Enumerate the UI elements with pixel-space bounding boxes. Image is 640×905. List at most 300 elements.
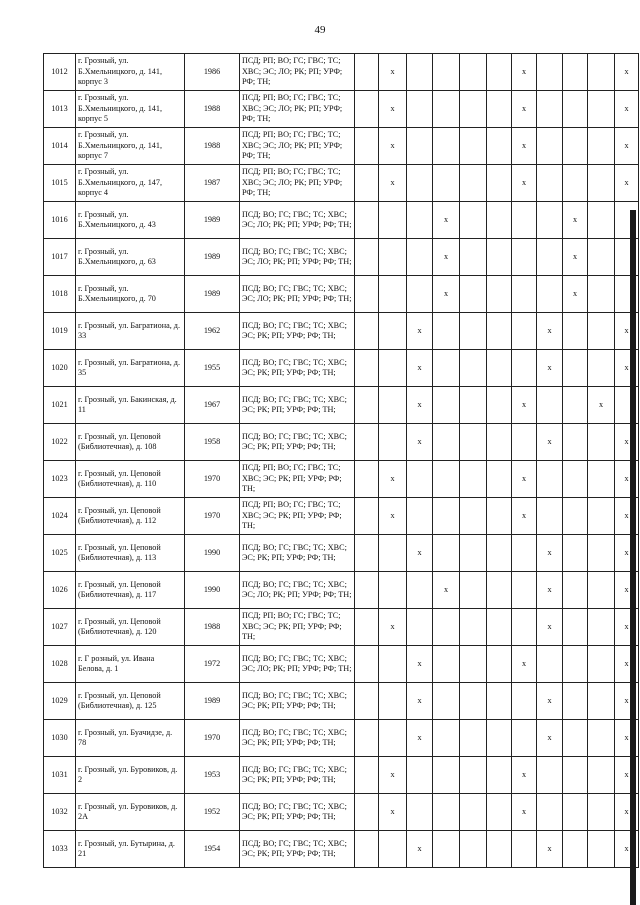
row-mark-cell bbox=[563, 54, 588, 91]
row-year: 1989 bbox=[185, 683, 240, 720]
row-year: 1970 bbox=[185, 498, 240, 535]
row-mark-cell bbox=[355, 128, 379, 165]
row-mark-cell bbox=[355, 276, 379, 313]
row-mark-cell bbox=[588, 683, 615, 720]
row-mark-cell bbox=[512, 831, 537, 868]
row-number: 1030 bbox=[44, 720, 76, 757]
row-mark-cell: x bbox=[407, 424, 433, 461]
row-mark-cell: x bbox=[433, 276, 460, 313]
row-year: 1989 bbox=[185, 202, 240, 239]
row-year: 1989 bbox=[185, 276, 240, 313]
row-mark-cell: x bbox=[512, 646, 537, 683]
row-mark-cell bbox=[460, 239, 487, 276]
row-mark-cell bbox=[512, 239, 537, 276]
row-mark-cell bbox=[460, 720, 487, 757]
row-systems: ПСД; ВО; ГС; ГВС; ТС; ХВС; ЭС; ЛО; РК; РП; УРФ; РФ; ТН; bbox=[240, 646, 355, 683]
table-row bbox=[44, 276, 639, 313]
row-mark-cell bbox=[512, 572, 537, 609]
row-mark-cell: x bbox=[615, 461, 639, 498]
row-mark-cell bbox=[588, 609, 615, 646]
table-row bbox=[44, 720, 639, 757]
row-mark-cell: x bbox=[379, 54, 407, 91]
row-mark-cell bbox=[433, 54, 460, 91]
row-systems: ПСД; РП; ВО; ГС; ГВС; ТС; ХВС; ЭС; ЛО; РК; РП; УРФ; РФ; ТН; bbox=[240, 128, 355, 165]
row-mark-cell bbox=[537, 91, 563, 128]
row-mark-cell bbox=[487, 461, 512, 498]
row-mark-cell: x bbox=[563, 276, 588, 313]
row-year: 1967 bbox=[185, 387, 240, 424]
row-mark-cell: x bbox=[379, 609, 407, 646]
row-mark-cell bbox=[379, 572, 407, 609]
row-mark-cell bbox=[537, 461, 563, 498]
row-mark-cell bbox=[460, 54, 487, 91]
row-mark-cell bbox=[355, 313, 379, 350]
row-mark-cell bbox=[563, 757, 588, 794]
row-year: 1988 bbox=[185, 91, 240, 128]
table-row bbox=[44, 239, 639, 276]
row-mark-cell: x bbox=[379, 498, 407, 535]
row-mark-cell bbox=[460, 498, 487, 535]
row-mark-cell bbox=[487, 757, 512, 794]
row-mark-cell bbox=[355, 831, 379, 868]
row-mark-cell bbox=[487, 683, 512, 720]
row-mark-cell: x bbox=[379, 91, 407, 128]
row-mark-cell bbox=[460, 535, 487, 572]
row-systems: ПСД; ВО; ГС; ГВС; ТС; ХВС; ЭС; РК; РП; УРФ; РФ; ТН; bbox=[240, 535, 355, 572]
row-address: г. Грозный, ул. Буровиков, д. 2А bbox=[76, 794, 185, 831]
row-number: 1023 bbox=[44, 461, 76, 498]
row-mark-cell bbox=[407, 609, 433, 646]
row-address: г. Грозный, ул. Цеповой (Библиотечная), д. 112 bbox=[76, 498, 185, 535]
row-mark-cell bbox=[379, 720, 407, 757]
row-mark-cell bbox=[407, 461, 433, 498]
row-mark-cell bbox=[460, 350, 487, 387]
table-row bbox=[44, 609, 639, 646]
table-row bbox=[44, 424, 639, 461]
row-mark-cell bbox=[563, 350, 588, 387]
row-mark-cell: x bbox=[433, 572, 460, 609]
row-mark-cell bbox=[512, 350, 537, 387]
row-mark-cell bbox=[563, 91, 588, 128]
row-mark-cell bbox=[355, 646, 379, 683]
row-mark-cell bbox=[355, 202, 379, 239]
row-mark-cell bbox=[588, 54, 615, 91]
row-mark-cell: x bbox=[512, 54, 537, 91]
row-address: г. Грозный, ул. Цеповой (Библиотечная), д. 117 bbox=[76, 572, 185, 609]
table-row bbox=[44, 831, 639, 868]
row-mark-cell: x bbox=[615, 683, 639, 720]
table-row bbox=[44, 535, 639, 572]
row-mark-cell bbox=[588, 239, 615, 276]
row-mark-cell bbox=[487, 165, 512, 202]
row-mark-cell bbox=[407, 128, 433, 165]
row-mark-cell bbox=[433, 535, 460, 572]
row-mark-cell bbox=[588, 831, 615, 868]
row-address: г. Грозный, ул. Б.Хмельницкого, д. 141, корпус 7 bbox=[76, 128, 185, 165]
row-mark-cell: x bbox=[407, 535, 433, 572]
row-mark-cell bbox=[379, 350, 407, 387]
row-mark-cell bbox=[460, 609, 487, 646]
row-systems: ПСД; ВО; ГС; ГВС; ТС; ХВС; ЭС; РК; РП; УРФ; РФ; ТН; bbox=[240, 350, 355, 387]
row-mark-cell: x bbox=[537, 313, 563, 350]
row-mark-cell bbox=[563, 609, 588, 646]
row-mark-cell bbox=[588, 461, 615, 498]
row-mark-cell bbox=[433, 831, 460, 868]
row-year: 1989 bbox=[185, 239, 240, 276]
row-mark-cell bbox=[487, 54, 512, 91]
row-mark-cell bbox=[537, 202, 563, 239]
row-mark-cell: x bbox=[433, 202, 460, 239]
row-mark-cell bbox=[588, 202, 615, 239]
row-mark-cell bbox=[460, 424, 487, 461]
row-year: 1955 bbox=[185, 350, 240, 387]
row-year: 1990 bbox=[185, 535, 240, 572]
row-mark-cell bbox=[433, 498, 460, 535]
row-mark-cell bbox=[407, 91, 433, 128]
row-systems: ПСД; РП; ВО; ГС; ГВС; ТС; ХВС; ЭС; РК; РП; УРФ; РФ; ТН; bbox=[240, 461, 355, 498]
row-mark-cell bbox=[407, 54, 433, 91]
row-year: 1958 bbox=[185, 424, 240, 461]
row-number: 1020 bbox=[44, 350, 76, 387]
row-systems: ПСД; ВО; ГС; ГВС; ТС; ХВС; ЭС; ЛО; РК; РП; УРФ; РФ; ТН; bbox=[240, 239, 355, 276]
row-mark-cell bbox=[563, 461, 588, 498]
row-address: г. Грозный, ул. Багратиона, д. 35 bbox=[76, 350, 185, 387]
row-mark-cell bbox=[407, 498, 433, 535]
table-row bbox=[44, 350, 639, 387]
row-address: г. Грозный, ул. Цеповой (Библиотечная), д. 125 bbox=[76, 683, 185, 720]
row-mark-cell bbox=[563, 646, 588, 683]
row-systems: ПСД; РП; ВО; ГС; ГВС; ТС; ХВС; ЭС; ЛО; РК; РП; УРФ; РФ; ТН; bbox=[240, 165, 355, 202]
row-mark-cell bbox=[355, 572, 379, 609]
row-mark-cell: x bbox=[407, 683, 433, 720]
row-mark-cell bbox=[487, 498, 512, 535]
row-number: 1013 bbox=[44, 91, 76, 128]
row-mark-cell bbox=[537, 54, 563, 91]
row-mark-cell bbox=[487, 313, 512, 350]
row-address: г. Грозный, ул. Б.Хмельницкого, д. 141, корпус 5 bbox=[76, 91, 185, 128]
row-mark-cell bbox=[407, 239, 433, 276]
row-mark-cell bbox=[512, 720, 537, 757]
row-mark-cell: x bbox=[512, 461, 537, 498]
row-mark-cell bbox=[588, 128, 615, 165]
page-number: 49 bbox=[314, 24, 326, 36]
row-mark-cell: x bbox=[537, 350, 563, 387]
row-mark-cell bbox=[407, 276, 433, 313]
table-row bbox=[44, 313, 639, 350]
row-year: 1988 bbox=[185, 609, 240, 646]
row-mark-cell bbox=[563, 794, 588, 831]
row-mark-cell bbox=[460, 165, 487, 202]
row-mark-cell: x bbox=[537, 424, 563, 461]
row-mark-cell bbox=[487, 424, 512, 461]
row-mark-cell bbox=[588, 572, 615, 609]
row-mark-cell bbox=[379, 424, 407, 461]
row-mark-cell: x bbox=[615, 128, 639, 165]
row-mark-cell bbox=[433, 91, 460, 128]
row-mark-cell: x bbox=[615, 54, 639, 91]
row-mark-cell: x bbox=[407, 720, 433, 757]
row-mark-cell bbox=[355, 387, 379, 424]
row-address: г. Грозный, ул. Цеповой (Библиотечная), д. 110 bbox=[76, 461, 185, 498]
row-mark-cell bbox=[433, 720, 460, 757]
row-mark-cell bbox=[379, 387, 407, 424]
row-mark-cell: x bbox=[615, 572, 639, 609]
row-mark-cell: x bbox=[615, 424, 639, 461]
row-mark-cell: x bbox=[615, 313, 639, 350]
row-mark-cell bbox=[487, 239, 512, 276]
row-mark-cell bbox=[433, 683, 460, 720]
row-systems: ПСД; ВО; ГС; ГВС; ТС; ХВС; ЭС; РК; РП; УРФ; РФ; ТН; bbox=[240, 794, 355, 831]
row-year: 1953 bbox=[185, 757, 240, 794]
row-mark-cell: x bbox=[615, 350, 639, 387]
row-mark-cell: x bbox=[512, 91, 537, 128]
row-mark-cell bbox=[487, 387, 512, 424]
row-mark-cell: x bbox=[379, 757, 407, 794]
row-mark-cell bbox=[487, 350, 512, 387]
row-mark-cell bbox=[379, 646, 407, 683]
row-address: г. Грозный, ул. Цеповой (Библиотечная), д. 113 bbox=[76, 535, 185, 572]
row-mark-cell bbox=[487, 831, 512, 868]
row-systems: ПСД; РП; ВО; ГС; ГВС; ТС; ХВС; ЭС; ЛО; РК; РП; УРФ; РФ; ТН; bbox=[240, 91, 355, 128]
row-mark-cell bbox=[563, 165, 588, 202]
row-mark-cell bbox=[487, 276, 512, 313]
row-systems: ПСД; РП; ВО; ГС; ГВС; ТС; ХВС; ЭС; РК; РП; УРФ; РФ; ТН; bbox=[240, 609, 355, 646]
row-systems: ПСД; ВО; ГС; ГВС; ТС; ХВС; ЭС; ЛО; РК; РП; УРФ; РФ; ТН; bbox=[240, 276, 355, 313]
row-mark-cell bbox=[379, 239, 407, 276]
registry-table bbox=[43, 53, 639, 868]
row-mark-cell bbox=[355, 461, 379, 498]
row-mark-cell bbox=[460, 794, 487, 831]
row-mark-cell bbox=[407, 757, 433, 794]
row-mark-cell bbox=[460, 276, 487, 313]
row-mark-cell bbox=[563, 128, 588, 165]
row-systems: ПСД; РП; ВО; ГС; ГВС; ТС; ХВС; ЭС; РК; РП; УРФ; РФ; ТН; bbox=[240, 498, 355, 535]
row-mark-cell bbox=[512, 276, 537, 313]
row-mark-cell bbox=[563, 387, 588, 424]
row-mark-cell bbox=[379, 535, 407, 572]
row-year: 1987 bbox=[185, 165, 240, 202]
row-mark-cell bbox=[355, 794, 379, 831]
row-mark-cell bbox=[512, 535, 537, 572]
row-mark-cell bbox=[487, 91, 512, 128]
row-number: 1019 bbox=[44, 313, 76, 350]
row-address: г. Г розный, ул. Ивана Белова, д. 1 bbox=[76, 646, 185, 683]
row-year: 1962 bbox=[185, 313, 240, 350]
row-number: 1016 bbox=[44, 202, 76, 239]
row-mark-cell bbox=[460, 202, 487, 239]
row-mark-cell: x bbox=[615, 720, 639, 757]
row-mark-cell bbox=[588, 535, 615, 572]
row-address: г. Грозный, ул. Б.Хмельницкого, д. 43 bbox=[76, 202, 185, 239]
row-mark-cell bbox=[355, 239, 379, 276]
row-mark-cell bbox=[379, 831, 407, 868]
table-row bbox=[44, 202, 639, 239]
row-mark-cell bbox=[460, 646, 487, 683]
row-mark-cell bbox=[433, 350, 460, 387]
row-number: 1017 bbox=[44, 239, 76, 276]
row-mark-cell: x bbox=[537, 572, 563, 609]
row-address: г. Грозный, ул. Бутырина, д. 21 bbox=[76, 831, 185, 868]
row-mark-cell: x bbox=[615, 91, 639, 128]
row-mark-cell bbox=[355, 683, 379, 720]
row-number: 1012 bbox=[44, 54, 76, 91]
row-mark-cell bbox=[563, 535, 588, 572]
row-mark-cell: x bbox=[537, 609, 563, 646]
row-mark-cell bbox=[460, 461, 487, 498]
row-year: 1990 bbox=[185, 572, 240, 609]
row-mark-cell bbox=[588, 757, 615, 794]
row-mark-cell bbox=[588, 91, 615, 128]
row-mark-cell: x bbox=[615, 165, 639, 202]
table-body bbox=[44, 54, 639, 868]
row-mark-cell: x bbox=[563, 202, 588, 239]
row-mark-cell: x bbox=[379, 461, 407, 498]
table-row bbox=[44, 757, 639, 794]
row-mark-cell bbox=[355, 498, 379, 535]
row-mark-cell bbox=[487, 794, 512, 831]
row-mark-cell bbox=[460, 683, 487, 720]
table-row bbox=[44, 387, 639, 424]
row-mark-cell bbox=[512, 424, 537, 461]
row-number: 1024 bbox=[44, 498, 76, 535]
row-mark-cell bbox=[487, 535, 512, 572]
row-mark-cell: x bbox=[407, 350, 433, 387]
row-mark-cell bbox=[379, 313, 407, 350]
row-mark-cell: x bbox=[407, 646, 433, 683]
row-mark-cell bbox=[379, 276, 407, 313]
row-mark-cell bbox=[433, 424, 460, 461]
row-mark-cell bbox=[563, 683, 588, 720]
row-mark-cell: x bbox=[615, 498, 639, 535]
table-row bbox=[44, 572, 639, 609]
table-row bbox=[44, 646, 639, 683]
row-mark-cell bbox=[537, 498, 563, 535]
table-row bbox=[44, 794, 639, 831]
row-mark-cell bbox=[588, 165, 615, 202]
row-mark-cell bbox=[588, 313, 615, 350]
row-systems: ПСД; ВО; ГС; ГВС; ТС; ХВС; ЭС; РК; РП; УРФ; РФ; ТН; bbox=[240, 683, 355, 720]
scan-edge-shadow bbox=[630, 210, 636, 905]
row-mark-cell bbox=[537, 128, 563, 165]
row-mark-cell: x bbox=[407, 387, 433, 424]
row-mark-cell bbox=[433, 757, 460, 794]
row-mark-cell bbox=[537, 646, 563, 683]
row-mark-cell bbox=[355, 535, 379, 572]
row-mark-cell: x bbox=[537, 535, 563, 572]
row-year: 1970 bbox=[185, 720, 240, 757]
row-number: 1021 bbox=[44, 387, 76, 424]
row-mark-cell bbox=[407, 202, 433, 239]
row-mark-cell: x bbox=[537, 831, 563, 868]
row-mark-cell bbox=[487, 572, 512, 609]
row-mark-cell: x bbox=[512, 165, 537, 202]
row-mark-cell bbox=[433, 128, 460, 165]
row-mark-cell bbox=[563, 313, 588, 350]
row-mark-cell bbox=[588, 498, 615, 535]
row-mark-cell bbox=[563, 720, 588, 757]
row-systems: ПСД; ВО; ГС; ГВС; ТС; ХВС; ЭС; РК; РП; УРФ; РФ; ТН; bbox=[240, 424, 355, 461]
row-number: 1025 bbox=[44, 535, 76, 572]
row-number: 1018 bbox=[44, 276, 76, 313]
row-mark-cell bbox=[512, 683, 537, 720]
row-mark-cell bbox=[433, 794, 460, 831]
row-address: г. Грозный, ул. Цеповой (Библиотечная), д. 120 bbox=[76, 609, 185, 646]
row-mark-cell bbox=[537, 276, 563, 313]
row-mark-cell: x bbox=[407, 831, 433, 868]
row-address: г. Грозный, ул. Б.Хмельницкого, д. 147, корпус 4 bbox=[76, 165, 185, 202]
row-number: 1027 bbox=[44, 609, 76, 646]
row-mark-cell bbox=[563, 498, 588, 535]
row-mark-cell bbox=[487, 646, 512, 683]
row-mark-cell: x bbox=[537, 720, 563, 757]
row-number: 1026 bbox=[44, 572, 76, 609]
row-systems: ПСД; ВО; ГС; ГВС; ТС; ХВС; ЭС; ЛО; РК; РП; УРФ; РФ; ТН; bbox=[240, 572, 355, 609]
row-year: 1986 bbox=[185, 54, 240, 91]
row-address: г. Грозный, ул. Буровиков, д. 2 bbox=[76, 757, 185, 794]
row-mark-cell: x bbox=[512, 794, 537, 831]
row-mark-cell: x bbox=[379, 165, 407, 202]
row-mark-cell bbox=[537, 387, 563, 424]
row-mark-cell bbox=[460, 831, 487, 868]
row-mark-cell bbox=[537, 165, 563, 202]
row-number: 1028 bbox=[44, 646, 76, 683]
row-mark-cell bbox=[487, 128, 512, 165]
row-mark-cell bbox=[487, 202, 512, 239]
row-mark-cell: x bbox=[433, 239, 460, 276]
table-row bbox=[44, 165, 639, 202]
row-systems: ПСД; ВО; ГС; ГВС; ТС; ХВС; ЭС; РК; РП; УРФ; РФ; ТН; bbox=[240, 757, 355, 794]
row-mark-cell: x bbox=[379, 128, 407, 165]
table-row bbox=[44, 91, 639, 128]
row-mark-cell bbox=[588, 276, 615, 313]
row-systems: ПСД; РП; ВО; ГС; ГВС; ТС; ХВС; ЭС; ЛО; РК; РП; УРФ; РФ; ТН; bbox=[240, 54, 355, 91]
row-mark-cell: x bbox=[615, 646, 639, 683]
row-mark-cell bbox=[460, 572, 487, 609]
row-mark-cell bbox=[460, 757, 487, 794]
row-number: 1015 bbox=[44, 165, 76, 202]
row-year: 1972 bbox=[185, 646, 240, 683]
row-year: 1988 bbox=[185, 128, 240, 165]
row-systems: ПСД; ВО; ГС; ГВС; ТС; ХВС; ЭС; ЛО; РК; РП; УРФ; РФ; ТН; bbox=[240, 202, 355, 239]
row-mark-cell bbox=[355, 757, 379, 794]
row-mark-cell bbox=[487, 609, 512, 646]
row-mark-cell bbox=[460, 313, 487, 350]
row-systems: ПСД; ВО; ГС; ГВС; ТС; ХВС; ЭС; РК; РП; УРФ; РФ; ТН; bbox=[240, 720, 355, 757]
row-mark-cell bbox=[355, 609, 379, 646]
row-mark-cell bbox=[433, 387, 460, 424]
row-mark-cell bbox=[588, 794, 615, 831]
row-address: г. Грозный, ул. Б.Хмельницкого, д. 141, корпус 3 bbox=[76, 54, 185, 91]
row-systems: ПСД; ВО; ГС; ГВС; ТС; ХВС; ЭС; РК; РП; УРФ; РФ; ТН; bbox=[240, 313, 355, 350]
row-mark-cell bbox=[433, 609, 460, 646]
row-mark-cell: x bbox=[615, 609, 639, 646]
row-mark-cell bbox=[588, 350, 615, 387]
row-mark-cell bbox=[563, 424, 588, 461]
table-row bbox=[44, 54, 639, 91]
row-mark-cell bbox=[512, 609, 537, 646]
row-address: г. Грозный, ул. Бакинская, д. 11 bbox=[76, 387, 185, 424]
row-year: 1970 bbox=[185, 461, 240, 498]
row-mark-cell bbox=[512, 313, 537, 350]
row-mark-cell bbox=[563, 572, 588, 609]
row-mark-cell bbox=[563, 831, 588, 868]
row-mark-cell: x bbox=[407, 313, 433, 350]
row-mark-cell bbox=[460, 387, 487, 424]
row-mark-cell: x bbox=[537, 683, 563, 720]
row-address: г. Грозный, ул. Б.Хмельницкого, д. 70 bbox=[76, 276, 185, 313]
row-mark-cell bbox=[355, 91, 379, 128]
row-number: 1032 bbox=[44, 794, 76, 831]
